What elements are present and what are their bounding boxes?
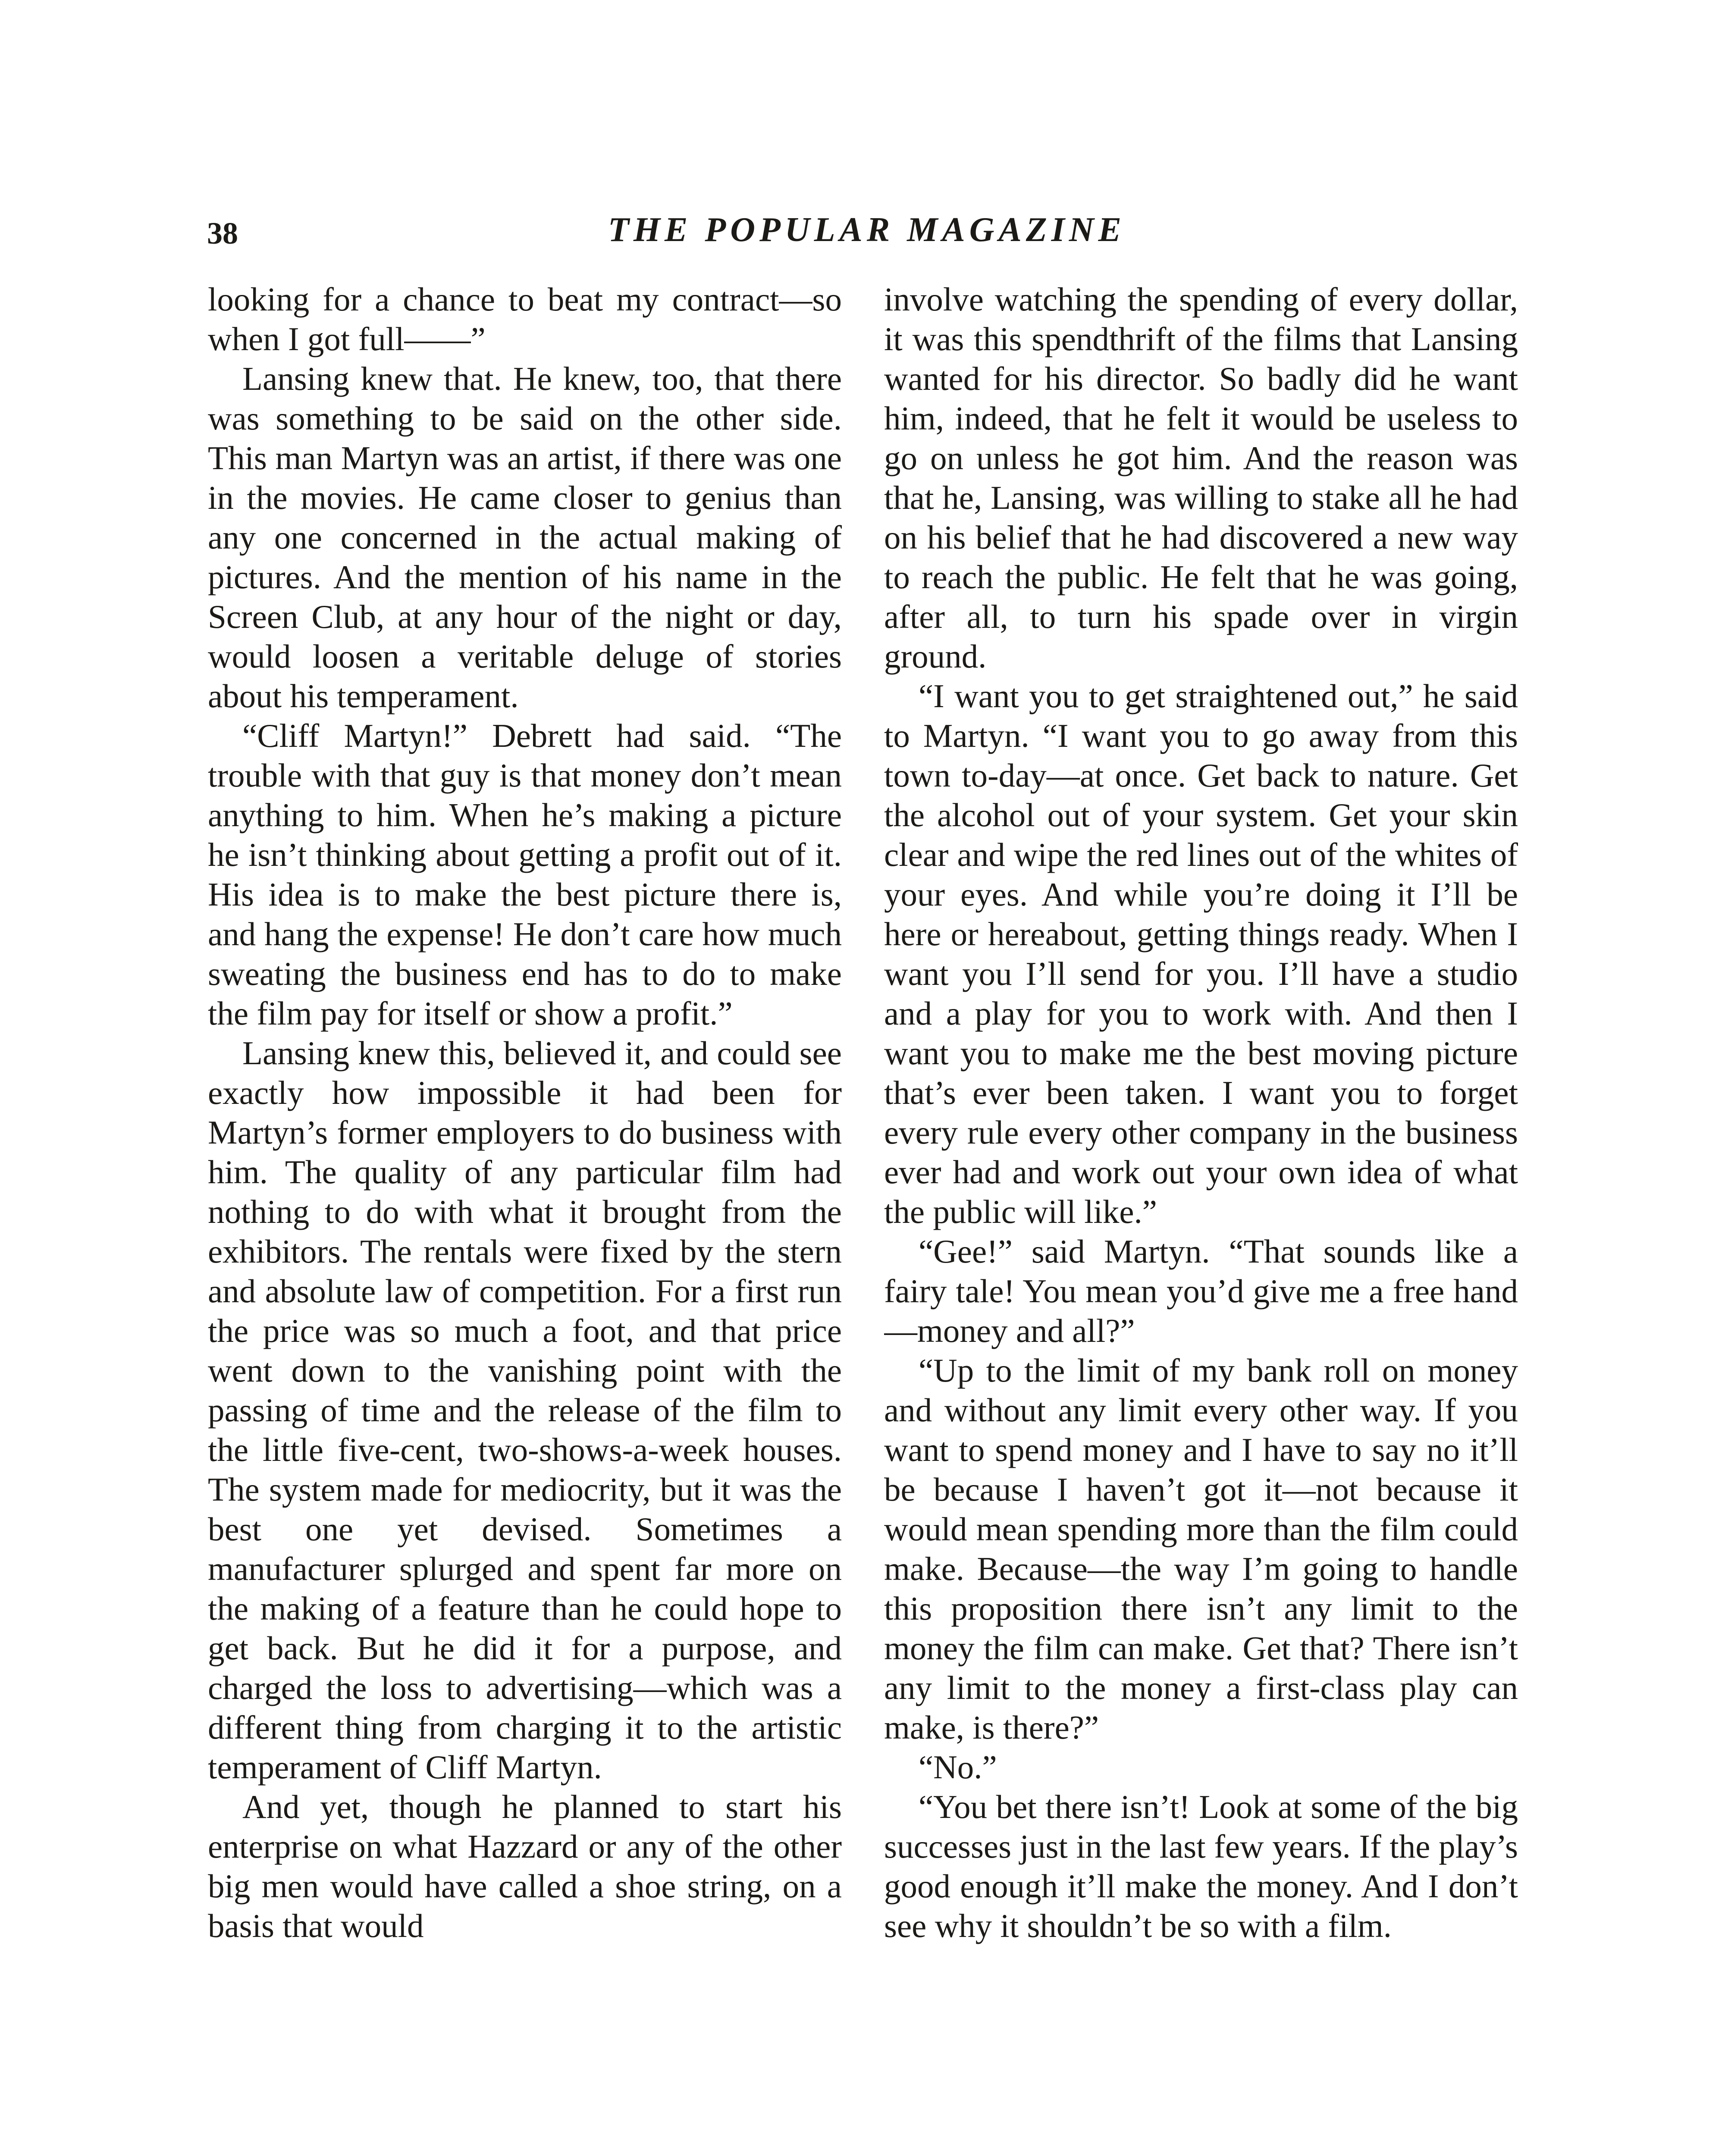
paragraph: “You bet there isn’t! Look at some of the big successes just in the last few years. If the play’s good enough it’ll make the money. And I don’t see why it shouldn’t be so with a film. bbox=[884, 1788, 1518, 1944]
paragraph: And yet, though he planned to start his enterprise on what Hazzard or any of the other big men would have called a shoe string, on a basis that would bbox=[208, 1788, 842, 1944]
paragraph: involve watching the spending of every dollar, it was this spendthrift of the films that Lansing wanted for his director. So badly did he want him, indeed, that he felt it would be useless to go on unless he got him. And the reason was that he, Lansing, was willing to stake all he had on his belief that he had discovered a new way to reach the public. He felt that he was going, after all, to turn his spade over in virgin ground. bbox=[884, 281, 1518, 675]
page-number: 38 bbox=[207, 216, 238, 251]
paragraph: “Up to the limit of my bank roll on money and without any limit every other way. If you want to spend money and I have to say no it’ll be because I haven’t got it—not because it would mean spending more than the film could make. Because—the way I’m going to handle this proposition there isn’t any limit to the money the film can make. Get that? There isn’t any limit to the money a first-class play can make, is there?” bbox=[884, 1352, 1518, 1746]
running-head: THE POPULAR MAGAZINE bbox=[608, 211, 1126, 249]
paragraph: “No.” bbox=[919, 1749, 997, 1786]
paragraph: “I want you to get straightened out,” he said to Martyn. “I want you to go away from this town to-day—at once. Get back to nature. Get the alcohol out of your system. Get your skin clear and wipe the red lines out of the whites of your eyes. And while you’re doing it I’ll be here or hereabout, getting things ready. When I want you I’ll send for you. I’ll have a studio and a play for you to work with. And then I want you to make me the best moving picture that’s ever been taken. I want you to forget every rule every other company in the business ever had and work out your own idea of what the public will like.” bbox=[884, 677, 1518, 1230]
page-header bbox=[207, 206, 1527, 258]
paragraph: “Cliff Martyn!” Debrett had said. “The trouble with that guy is that money don’t mean anything to him. When he’s making a picture he isn’t thinking about getting a profit out of it. His idea is to make the best picture there is, and hang the expense! He don’t care how much sweating the business end has to do to make the film pay for itself or show a profit.” bbox=[208, 717, 842, 1032]
paragraph: Lansing knew this, believed it, and could see exactly how impossible it had been for Martyn’s former employers to do business with him. The quality of any particular film had nothing to do with what it brought from the exhibitors. The rentals were fixed by the stern and absolute law of competition. For a first run the price was so much a foot, and that price went down to the vanishing point with the passing of time and the release of the film to the little five-cent, two-shows-a-week houses. The system made for mediocrity, but it was the best one yet devised. Sometimes a manufacturer splurged and spent far more on the making of a feature than he could hope to get back. But he did it for a purpose, and charged the loss to advertising—which was a different thing from charging it to the artistic temperament of Cliff Martyn. bbox=[208, 1034, 842, 1786]
right-column bbox=[884, 279, 1518, 2156]
paragraph: “Gee!” said Martyn. “That sounds like a fairy tale! You mean you’d give me a free hand—money and all?” bbox=[884, 1233, 1518, 1349]
left-column bbox=[208, 279, 842, 2156]
paragraph: Lansing knew that. He knew, too, that there was something to be said on the other side. This man Martyn was an artist, if there was one in the movies. He came closer to genius than any one concerned in the actual making of pictures. And the mention of his name in the Screen Club, at any hour of the night or day, would loosen a veritable deluge of stories about his temperament. bbox=[208, 360, 842, 714]
paragraph: looking for a chance to beat my contract—so when I got full——” bbox=[208, 281, 842, 357]
